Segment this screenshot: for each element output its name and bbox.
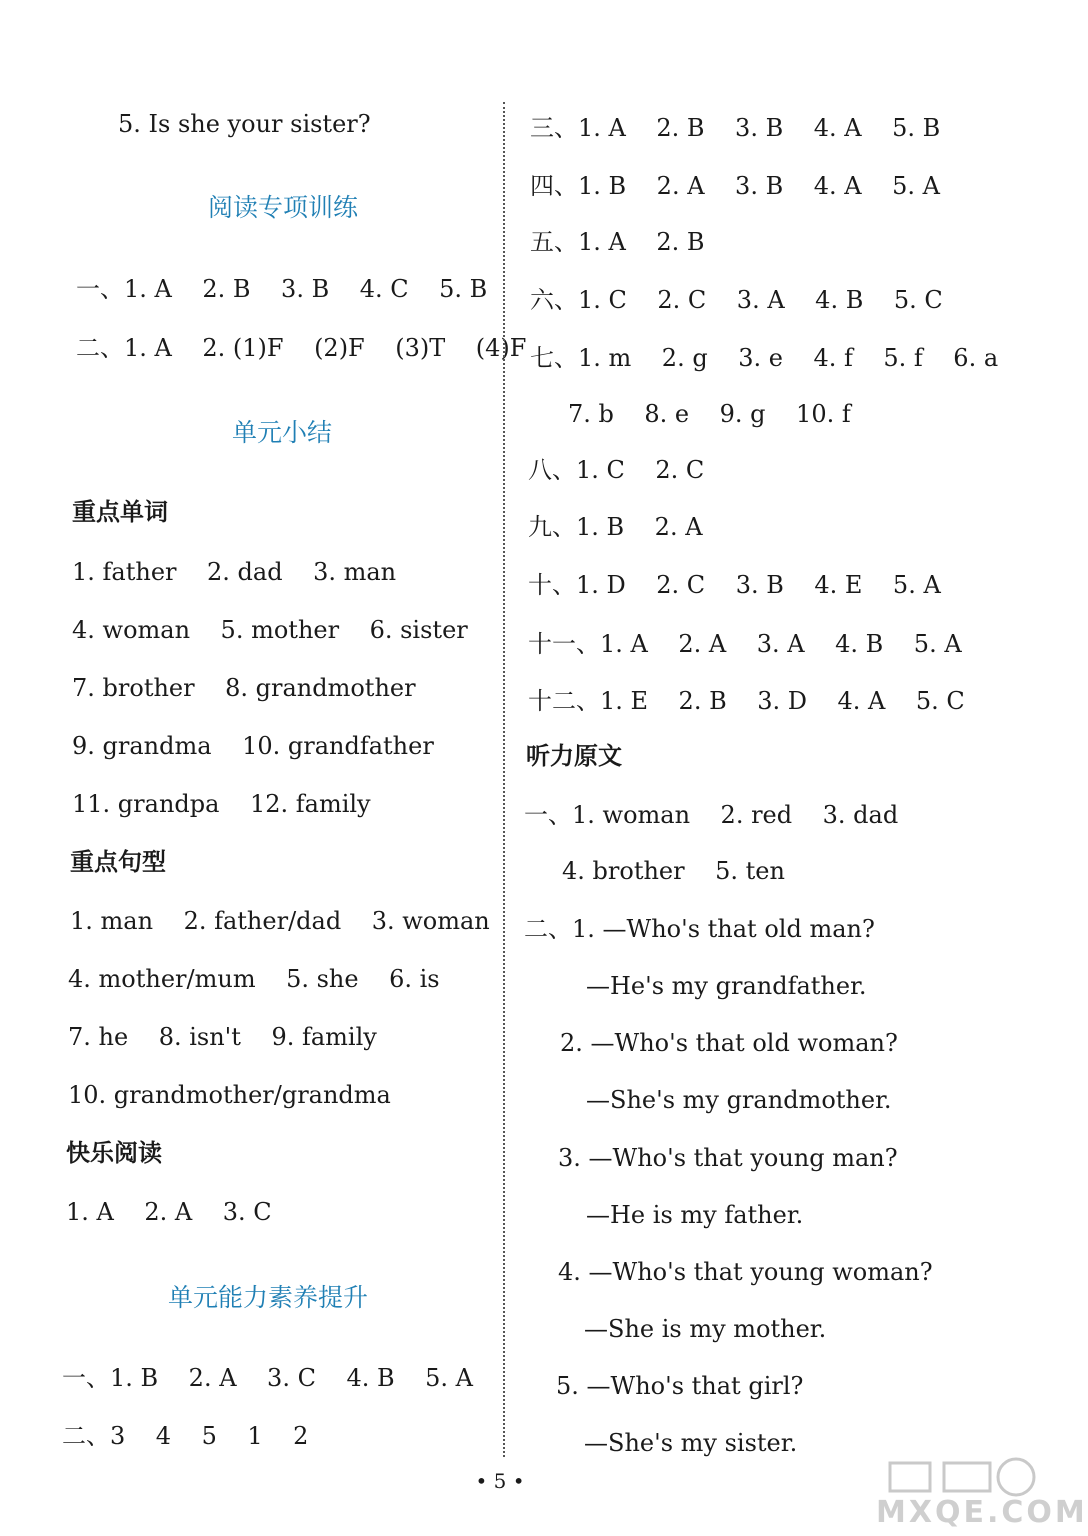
answer-line: 1. man 2. father/dad 3. woman — [70, 907, 490, 935]
answer-line: 四、1. B 2. A 3. B 4. A 5. A — [530, 172, 940, 200]
answer-line: 7. he 8. isn't 9. family — [68, 1023, 377, 1051]
answer-line: 4. mother/mum 5. she 6. is — [68, 965, 440, 993]
section-heading-summary: 单元小结 — [232, 418, 333, 447]
answer-line: 7. brother 8. grandmother — [72, 674, 416, 702]
answer-line: 一、1. A 2. B 3. B 4. C 5. B — [76, 275, 488, 303]
answer-line: 11. grandpa 12. family — [72, 790, 371, 818]
dialogue-line: —He is my father. — [586, 1201, 804, 1229]
answer-line: 4. woman 5. mother 6. sister — [72, 616, 468, 644]
column-divider — [503, 102, 505, 1457]
answer-line: 三、1. A 2. B 3. B 4. A 5. B — [530, 114, 941, 142]
answer-line: 9. grandma 10. grandfather — [72, 732, 434, 760]
answer-line: 六、1. C 2. C 3. A 4. B 5. C — [530, 286, 943, 314]
answer-line: 五、1. A 2. B — [530, 228, 705, 256]
watermark-icon — [870, 1455, 1050, 1499]
subheading-happy-reading: 快乐阅读 — [66, 1139, 162, 1167]
dialogue-line: 5. —Who's that girl? — [556, 1372, 804, 1400]
answer-line: 八、1. C 2. C — [528, 456, 705, 484]
answer-line: 二、3 4 5 1 2 — [62, 1422, 309, 1450]
answer-line: 十二、1. E 2. B 3. D 4. A 5. C — [528, 687, 965, 715]
answer-line: 九、1. B 2. A — [528, 513, 703, 541]
page-number: • 5 • — [475, 1469, 525, 1493]
dialogue-line: 二、1. —Who's that old man? — [524, 915, 875, 943]
subheading-key-words: 重点单词 — [72, 498, 168, 526]
answer-line: 1. A 2. A 3. C — [66, 1198, 272, 1226]
subheading-key-sentences: 重点句型 — [70, 848, 166, 876]
dialogue-line: —He's my grandfather. — [586, 972, 867, 1000]
answer-line: 5. Is she your sister? — [118, 110, 371, 138]
watermark-text: MXQE.COM — [876, 1495, 1088, 1530]
answer-line: 10. grandmother/grandma — [68, 1081, 391, 1109]
answer-line: 十一、1. A 2. A 3. A 4. B 5. A — [528, 630, 962, 658]
dialogue-line: 3. —Who's that young man? — [558, 1144, 898, 1172]
answer-line: 十、1. D 2. C 3. B 4. E 5. A — [528, 571, 941, 599]
dialogue-line: —She is my mother. — [584, 1315, 827, 1343]
section-heading-ability: 单元能力素养提升 — [168, 1283, 369, 1312]
dialogue-line: —She's my sister. — [584, 1429, 798, 1457]
answer-line: 一、1. B 2. A 3. C 4. B 5. A — [62, 1364, 473, 1392]
answer-line: 1. father 2. dad 3. man — [72, 558, 397, 586]
answer-line: 7. b 8. e 9. g 10. f — [568, 400, 851, 428]
answer-line: 七、1. m 2. g 3. e 4. f 5. f 6. a — [530, 344, 999, 372]
dialogue-line: 4. —Who's that young woman? — [558, 1258, 933, 1286]
dialogue-line: —She's my grandmother. — [586, 1086, 892, 1114]
answer-line: 二、1. A 2. (1)F (2)F (3)T (4)F — [76, 334, 527, 362]
section-heading-reading: 阅读专项训练 — [208, 193, 359, 222]
dialogue-line: 2. —Who's that old woman? — [560, 1029, 898, 1057]
subheading-listening-script: 听力原文 — [526, 742, 622, 770]
answer-line: 一、1. woman 2. red 3. dad — [524, 801, 899, 829]
watermark-logo — [870, 1455, 1088, 1533]
answer-line: 4. brother 5. ten — [562, 857, 785, 885]
